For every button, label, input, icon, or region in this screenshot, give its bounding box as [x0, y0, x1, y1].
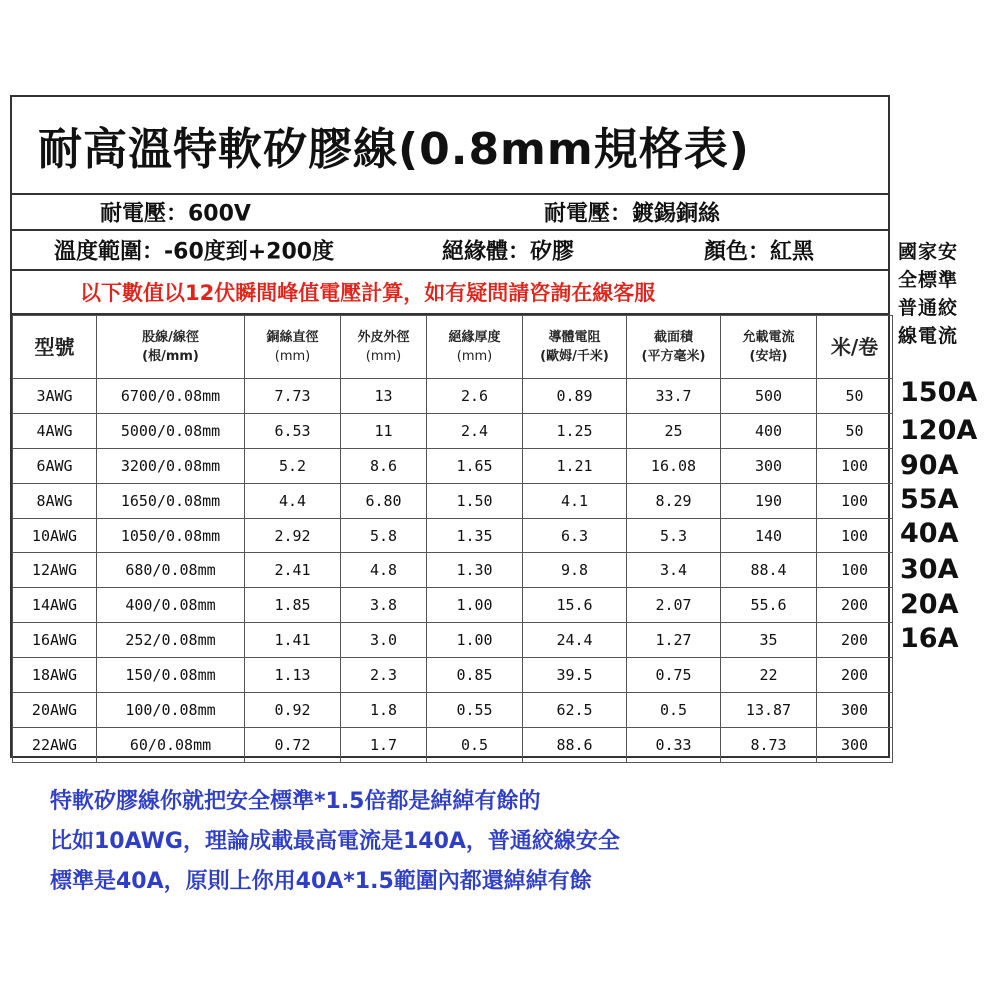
standard-current: 90A [900, 450, 959, 481]
cell-copper-diameter: 0.92 [245, 693, 341, 728]
cell-resistance: 4.1 [523, 483, 627, 518]
table-row [13, 623, 893, 658]
page-title: 耐高溫特軟矽膠線(0.8mm規格表) [12, 97, 888, 195]
cell-resistance: 24.4 [523, 623, 627, 658]
cell-insulation-thickness: 1.50 [427, 483, 523, 518]
cell-outer-diameter: 8.6 [341, 448, 427, 483]
cell-outer-diameter: 4.8 [341, 553, 427, 588]
cell-resistance: 39.5 [523, 658, 627, 693]
standard-current: 40A [900, 518, 959, 549]
cell-insulation-thickness: 1.30 [427, 553, 523, 588]
cell-meters-per-roll: 200 [817, 658, 893, 693]
conductor-spec: 耐電壓：鍍錫銅絲 [544, 201, 721, 227]
cell-insulation-thickness: 1.00 [427, 623, 523, 658]
cell-current: 140 [721, 518, 817, 553]
cell-current: 8.73 [721, 727, 817, 762]
cell-model: 3AWG [13, 379, 97, 414]
cell-meters-per-roll: 100 [817, 483, 893, 518]
cell-insulation-thickness: 1.00 [427, 588, 523, 623]
national-standard-header-2: 全標準 [898, 269, 959, 291]
col-header-outer-diameter: 外皮外徑 (mm) [341, 316, 427, 379]
temperature-spec: 溫度範圍：-60度到+200度 [54, 239, 335, 265]
table-row [13, 483, 893, 518]
footer-line-3: 標準是40A，原則上你用40A*1.5範圍內都還綽綽有餘 [50, 869, 592, 894]
standard-current: 16A [900, 623, 959, 654]
cell-copper-diameter: 7.73 [245, 379, 341, 414]
cell-cross-section: 5.3 [627, 518, 721, 553]
cell-insulation-thickness: 2.6 [427, 379, 523, 414]
standard-current: 20A [900, 589, 959, 620]
insulation-spec: 絕緣體：矽膠 [442, 239, 575, 265]
cell-insulation-thickness: 0.5 [427, 727, 523, 762]
cell-meters-per-roll: 300 [817, 727, 893, 762]
col-header-insulation-thickness: 絕緣厚度 (mm) [427, 316, 523, 379]
cell-meters-per-roll: 300 [817, 693, 893, 728]
cell-current: 300 [721, 448, 817, 483]
cell-current: 190 [721, 483, 817, 518]
color-spec: 顏色：紅黑 [704, 239, 815, 265]
cell-insulation-thickness: 2.4 [427, 413, 523, 448]
table-row [13, 553, 893, 588]
spec-sheet [10, 95, 890, 758]
cell-insulation-thickness: 1.65 [427, 448, 523, 483]
cell-strand: 3200/0.08mm [97, 448, 245, 483]
table-row [13, 658, 893, 693]
cell-model: 10AWG [13, 518, 97, 553]
cell-current: 22 [721, 658, 817, 693]
standard-current: 30A [900, 554, 959, 585]
cell-current: 400 [721, 413, 817, 448]
col-header-model: 型號 [13, 316, 97, 379]
cell-outer-diameter: 11 [341, 413, 427, 448]
cell-strand: 1650/0.08mm [97, 483, 245, 518]
voltage-spec: 耐電壓：600V [100, 201, 251, 227]
cell-cross-section: 1.27 [627, 623, 721, 658]
spec-row-1 [12, 195, 888, 231]
cell-cross-section: 0.5 [627, 693, 721, 728]
cell-cross-section: 2.07 [627, 588, 721, 623]
cell-model: 4AWG [13, 413, 97, 448]
table-row [13, 413, 893, 448]
cell-outer-diameter: 1.7 [341, 727, 427, 762]
spec-row-3 [12, 271, 888, 315]
national-standard-header-4: 線電流 [898, 325, 959, 347]
cell-strand: 6700/0.08mm [97, 379, 245, 414]
table-row [13, 518, 893, 553]
cell-resistance: 15.6 [523, 588, 627, 623]
cell-model: 16AWG [13, 623, 97, 658]
cell-outer-diameter: 1.8 [341, 693, 427, 728]
standard-current: 55A [900, 484, 959, 515]
col-header-copper-diameter: 銅絲直徑 (mm) [245, 316, 341, 379]
cell-outer-diameter: 3.8 [341, 588, 427, 623]
col-header-resistance: 導體電阻 (歐姆/千米) [523, 316, 627, 379]
cell-resistance: 1.25 [523, 413, 627, 448]
cell-strand: 400/0.08mm [97, 588, 245, 623]
cell-copper-diameter: 0.72 [245, 727, 341, 762]
col-header-current: 允載電流 (安培) [721, 316, 817, 379]
cell-meters-per-roll: 50 [817, 379, 893, 414]
cell-cross-section: 33.7 [627, 379, 721, 414]
footer-line-1: 特軟矽膠線你就把安全標準*1.5倍都是綽綽有餘的 [50, 789, 541, 814]
cell-copper-diameter: 4.4 [245, 483, 341, 518]
cell-cross-section: 8.29 [627, 483, 721, 518]
cell-copper-diameter: 6.53 [245, 413, 341, 448]
national-standard-header-3: 普通絞 [898, 297, 959, 319]
cell-resistance: 0.89 [523, 379, 627, 414]
cell-meters-per-roll: 100 [817, 553, 893, 588]
table-header-row [13, 316, 893, 379]
cell-strand: 680/0.08mm [97, 553, 245, 588]
table-row [13, 727, 893, 762]
cell-strand: 150/0.08mm [97, 658, 245, 693]
cell-model: 12AWG [13, 553, 97, 588]
cell-resistance: 9.8 [523, 553, 627, 588]
cell-strand: 1050/0.08mm [97, 518, 245, 553]
col-header-meters-per-roll: 米/卷 [817, 316, 893, 379]
cell-outer-diameter: 3.0 [341, 623, 427, 658]
cell-copper-diameter: 1.13 [245, 658, 341, 693]
cell-meters-per-roll: 100 [817, 448, 893, 483]
standard-current: 120A [900, 415, 978, 446]
cell-cross-section: 0.75 [627, 658, 721, 693]
cell-model: 6AWG [13, 448, 97, 483]
footer-line-2: 比如10AWG，理論成載最高電流是140A，普通絞線安全 [50, 829, 620, 854]
cell-resistance: 62.5 [523, 693, 627, 728]
cell-cross-section: 16.08 [627, 448, 721, 483]
cell-current: 88.4 [721, 553, 817, 588]
standard-current: 150A [900, 377, 978, 408]
cell-strand: 60/0.08mm [97, 727, 245, 762]
table-row [13, 588, 893, 623]
cell-model: 18AWG [13, 658, 97, 693]
cell-insulation-thickness: 0.85 [427, 658, 523, 693]
cell-model: 20AWG [13, 693, 97, 728]
notice-text: 以下數值以12伏瞬間峰值電壓計算，如有疑問請咨詢在線客服 [80, 281, 656, 305]
cell-strand: 100/0.08mm [97, 693, 245, 728]
cell-copper-diameter: 1.41 [245, 623, 341, 658]
cell-current: 13.87 [721, 693, 817, 728]
table-row [13, 379, 893, 414]
cell-meters-per-roll: 100 [817, 518, 893, 553]
national-standard-column [898, 238, 984, 654]
cell-cross-section: 0.33 [627, 727, 721, 762]
cell-outer-diameter: 6.80 [341, 483, 427, 518]
cell-outer-diameter: 2.3 [341, 658, 427, 693]
spec-table [12, 315, 893, 763]
spec-row-2 [12, 231, 888, 271]
cell-copper-diameter: 1.85 [245, 588, 341, 623]
cell-copper-diameter: 5.2 [245, 448, 341, 483]
cell-copper-diameter: 2.41 [245, 553, 341, 588]
cell-copper-diameter: 2.92 [245, 518, 341, 553]
cell-insulation-thickness: 1.35 [427, 518, 523, 553]
cell-model: 14AWG [13, 588, 97, 623]
footer-note [50, 782, 620, 902]
cell-cross-section: 25 [627, 413, 721, 448]
cell-insulation-thickness: 0.55 [427, 693, 523, 728]
cell-outer-diameter: 13 [341, 379, 427, 414]
cell-current: 55.6 [721, 588, 817, 623]
cell-current: 500 [721, 379, 817, 414]
cell-resistance: 6.3 [523, 518, 627, 553]
cell-strand: 5000/0.08mm [97, 413, 245, 448]
col-header-cross-section: 截面積 (平方毫米) [627, 316, 721, 379]
table-row [13, 448, 893, 483]
cell-model: 22AWG [13, 727, 97, 762]
national-standard-header-1: 國家安 [898, 241, 959, 263]
cell-resistance: 88.6 [523, 727, 627, 762]
cell-cross-section: 3.4 [627, 553, 721, 588]
cell-meters-per-roll: 200 [817, 623, 893, 658]
col-header-strand: 股線/線徑 (根/mm) [97, 316, 245, 379]
cell-meters-per-roll: 200 [817, 588, 893, 623]
cell-model: 8AWG [13, 483, 97, 518]
cell-strand: 252/0.08mm [97, 623, 245, 658]
cell-outer-diameter: 5.8 [341, 518, 427, 553]
cell-resistance: 1.21 [523, 448, 627, 483]
cell-current: 35 [721, 623, 817, 658]
table-row [13, 693, 893, 728]
cell-meters-per-roll: 50 [817, 413, 893, 448]
